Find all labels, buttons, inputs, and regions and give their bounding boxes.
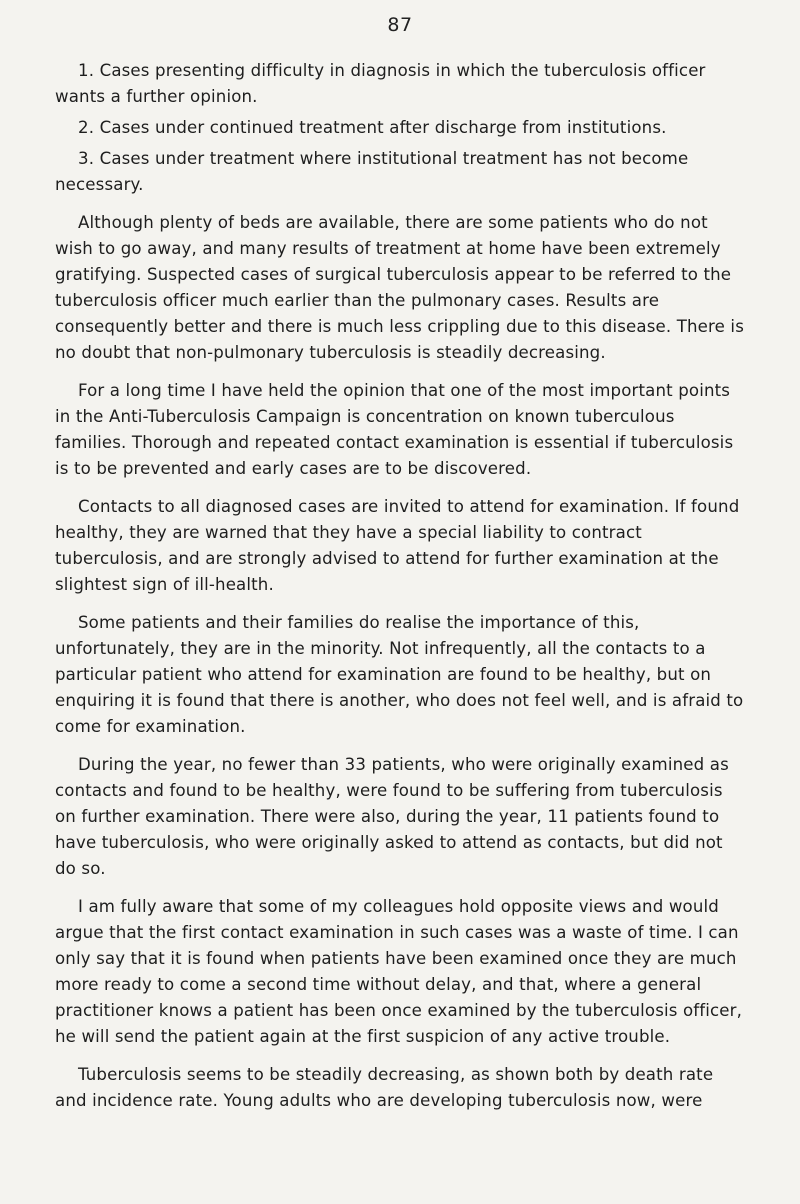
body-paragraph: I am fully aware that some of my colleagues hold opposite views and would argue that the first contact examination in such cases was a waste of time. I can only say that it is found when patients have been examined once they are much more ready to come a second time without delay, and that, where a general practitioner knows a patient has been once examined by the tuberculosis officer, he will send the patient again at the first suspicion of any active trouble. xyxy=(55,897,743,1046)
list-item-number: 2. xyxy=(78,118,95,137)
body-paragraph: During the year, no fewer than 33 patients, who were originally examined as contacts and found to be healthy, were found to be suffering from tuberculosis on further examination. There were also, during the year, 11 patients found to have tuberculosis, who were originally asked to attend as contacts, but did not do so. xyxy=(55,755,729,878)
body-paragraph: Some patients and their families do realise the importance of this, unfortunately, they are in the minority. Not infrequently, all the contacts to a particular patient who attend for examination are found to be healthy, but on enquiring it is found that there is another, who does not feel well, and is afraid to come for examination. xyxy=(55,613,744,736)
list-item-number: 3. xyxy=(78,149,95,168)
list-item xyxy=(55,58,745,110)
list-item-number: 1. xyxy=(78,61,95,80)
body-paragraph: For a long time I have held the opinion that one of the most important points in the Anti-Tuberculosis Campaign is concentration on known tuberculous families. Thorough and repeated contact examination is essential if tuberculosis is to be prevented and early cases are to be discovered. xyxy=(55,381,734,478)
body-paragraph: Contacts to all diagnosed cases are invited to attend for examination. If found healthy, they are warned that they have a special liability to contract tuberculosis, and are strongly advised to attend for further examination at the slightest sign of ill-health. xyxy=(55,497,740,594)
list-item xyxy=(55,115,745,141)
list-item-text: Cases under treatment where institutional treatment has not become necessary. xyxy=(55,149,689,194)
list-item xyxy=(55,146,745,198)
body-paragraph: Tuberculosis seems to be steadily decreasing, as shown both by death rate and incidence rate. Young adults who are developing tuberculosis now, were xyxy=(55,1065,714,1110)
list-item-text: Cases under continued treatment after discharge from institutions. xyxy=(99,118,667,137)
page-content xyxy=(55,58,745,1131)
list-item-text: Cases presenting difficulty in diagnosis in which the tuberculosis officer wants a further opinion. xyxy=(55,61,706,106)
page-number: 87 xyxy=(387,14,413,36)
body-paragraph: Although plenty of beds are available, there are some patients who do not wish to go away, and many results of treatment at home have been extremely gratifying. Suspected cases of surgical tuberculosis appear to be referred to the tuberculosis officer much earlier than the pulmonary cases. Results are consequently better and there is much less crippling due to this disease. There is no doubt that non-pulmonary tuberculosis is steadily decreasing. xyxy=(55,213,744,362)
